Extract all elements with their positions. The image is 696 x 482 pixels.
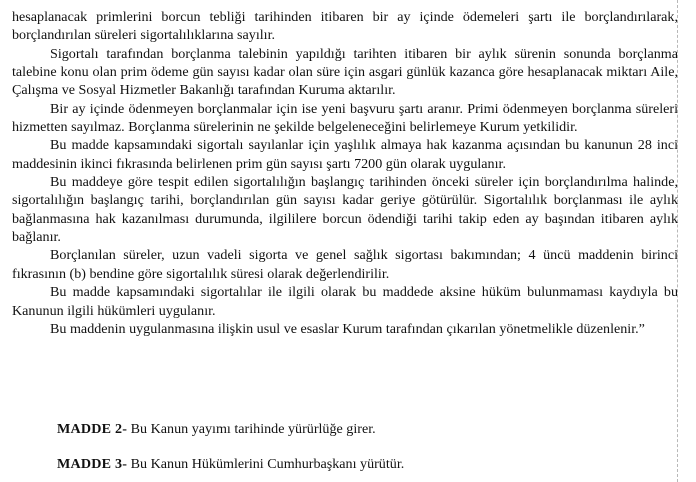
paragraph-1: hesaplanacak primlerini borcun tebliği tarihinden itibaren bir ay içinde ödemeleri şartı ile borçlandırılarak, borçlandırılan süreleri sigortalılıklarına sayılır.: [12, 9, 678, 44]
paragraph-2: Sigortalı tarafından borçlanma talebinin yapıldığı tarihten itibaren bir aylık sürenin sonunda borçlanma talebine konu olan prim ödeme gün sayısı kadar olan süre için asgari günlük kazanca göre hesaplanacak miktarı Aile, Çalışma ve Sosyal Hizmetler Bakanlığı tarafından Kuruma aktarılır.: [12, 45, 678, 99]
margin-line: [677, 0, 678, 482]
article-3: [57, 455, 404, 473]
article-3-text: Bu Kanun Hükümlerini Cumhurbaşkanı yürütür.: [127, 456, 405, 472]
paragraph-8: Bu maddenin uygulanmasına ilişkin usul ve esaslar Kurum tarafından çıkarılan yönetmelikle düzenlenir.”: [50, 320, 645, 337]
paragraph-3: Bir ay içinde ödenmeyen borçlanmalar için ise yeni başvuru şartı aranır. Primi ödenmeyen borçlanma süreleri hizmetten sayılmaz. Borçlanma sürelerinin ne şekilde belgeleneceğini belirlemeye Kurum yetkilidir.: [12, 100, 678, 136]
document-body: [12, 8, 678, 338]
paragraph-5: Bu maddeye göre tespit edilen sigortalılığın başlangıç tarihinden önceki süreler için borçlandırılma halinde, sigortalılığın başlangıç tarihi, borçlandırılan gün sayısı kadar geriye götürülür. Sigortalılık borçlanması ile aylık bağlanmasına hak kazanılması durumunda, ilgililere borcun ödendiği tarihi takip eden ay başından itibaren aylık bağlanır.: [12, 174, 678, 246]
article-3-number: MADDE 3-: [57, 456, 128, 472]
article-2: [57, 420, 376, 438]
paragraph-6: Borçlanılan süreler, uzun vadeli sigorta ve genel sağlık sigortası bakımından; 4 üncü maddenin birinci fıkrasının (b) bendine göre sigortalılık süresi olarak değerlendirilir.: [12, 247, 678, 282]
paragraph-4: Bu madde kapsamındaki sigortalı sayılanlar için yaşlılık almaya hak kazanma açısından bu kanunun 28 inci maddesinin ikinci fıkrasında belirlenen prim gün sayısı şartı 7200 gün olarak uygulanır.: [12, 137, 678, 172]
article-2-number: MADDE 2-: [57, 421, 128, 437]
article-2-text: Bu Kanun yayımı tarihinde yürürlüğe girer.: [127, 421, 376, 437]
paragraph-7: Bu madde kapsamındaki sigortalılar ile ilgili olarak bu maddede aksine hüküm bulunmaması kaydıyla bu Kanunun ilgili hükümleri uygulanır.: [12, 284, 678, 319]
